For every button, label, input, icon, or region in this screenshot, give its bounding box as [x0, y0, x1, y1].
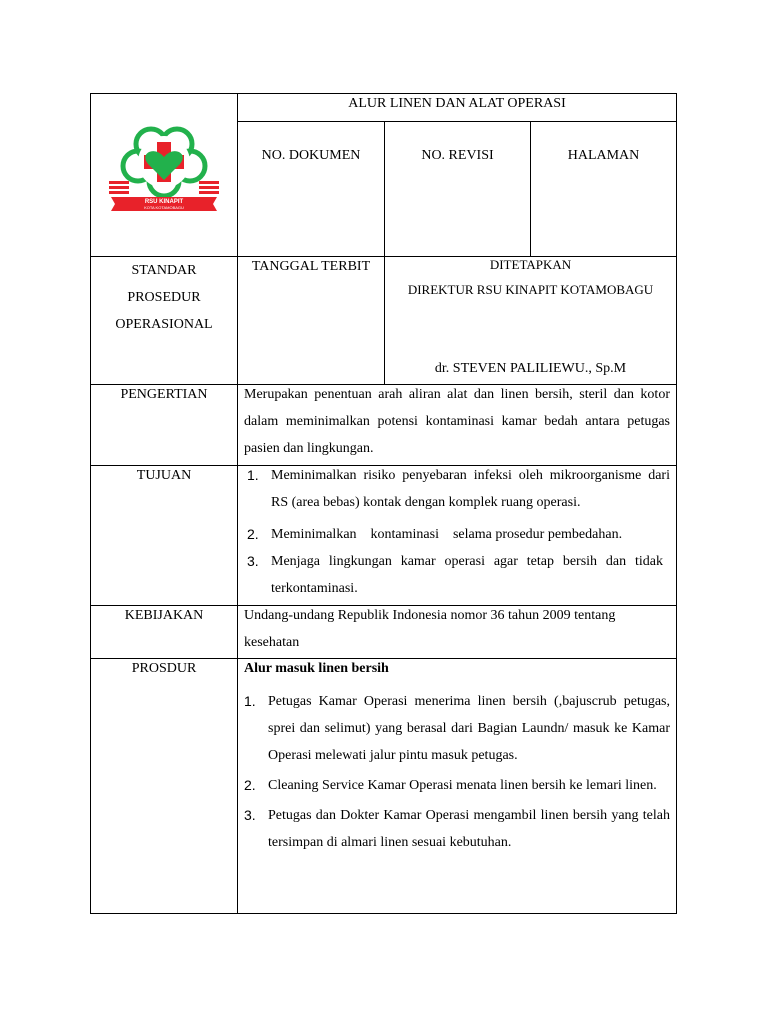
list-number: 2. [247, 526, 259, 542]
logo-text: RSU KINAPIT [144, 199, 184, 205]
sop-document [90, 93, 677, 914]
prosedur-label-cell: PROSDUR [90, 658, 238, 914]
tujuan-list-cell [237, 465, 677, 606]
sop-label-line-1: STANDAR [131, 263, 197, 278]
list-item: 3. Menjaga lingkungan kamar operasi agar tetap bersih dan tidak terkontaminasi. [247, 548, 670, 602]
tujuan-list [244, 462, 670, 602]
pengertian-text-cell [237, 384, 677, 466]
approver-title: DIREKTUR RSU KINAPIT KOTAMOBAGU [407, 282, 654, 297]
logo-cell [90, 93, 238, 257]
prosedur-heading: Alur masuk linen bersih [244, 661, 389, 676]
ditetapkan-cell [384, 256, 677, 385]
list-item: 2. Meminimalkan kontaminasi selama prosedur pembedahan. [247, 521, 670, 548]
kebijakan-label-cell: KEBIJAKAN [90, 605, 238, 659]
sop-label-cell [90, 256, 238, 385]
ditetapkan-heading: DITETAPKAN [489, 257, 572, 272]
list-number: 1. [247, 467, 259, 483]
kebijakan-text-cell [237, 605, 677, 659]
list-number: 3. [244, 807, 256, 823]
kebijakan-text: Undang-undang Republik Indonesia nomor 36 tahun 2009 tentang kesehatan [244, 608, 616, 650]
list-item: 2. Cleaning Service Kamar Operasi menata linen bersih ke lemari linen. [244, 772, 670, 799]
list-item: 1. Meminimalkan risiko penyebaran infeksi oleh mikroorganisme dari RS (area bebas) kontak dengan komplek ruang operasi. [247, 462, 670, 516]
prosedur-list-cell [237, 658, 677, 914]
hospital-logo [91, 94, 237, 256]
sop-label-line-2: PROSEDUR [127, 290, 201, 305]
halaman-cell: HALAMAN [530, 121, 677, 257]
no-dokumen-cell: NO. DOKUMEN [237, 121, 385, 257]
sop-label-line-3: OPERASIONAL [115, 317, 213, 332]
list-item: 1. Petugas Kamar Operasi menerima linen bersih (,bajuscrub petugas, sprei dan selimut) yang berasal dari Bagian Laundn/ masuk ke Kamar Operasi melewati jalur pintu masuk petugas. [244, 688, 670, 769]
document-title: ALUR LINEN DAN ALAT OPERASI [237, 93, 677, 122]
list-item: 3. Petugas dan Dokter Kamar Operasi mengambil linen bersih yang telah tersimpan di almari linen sesuai kebutuhan. [244, 802, 670, 856]
pengertian-text: Merupakan penentuan arah aliran alat dan linen bersih, steril dan kotor dalam meminimalkan potensi kontaminasi kamar bedah antara petugas pasien dan lingkungan. [244, 387, 670, 456]
prosedur-list [244, 688, 670, 856]
signatory-name: dr. STEVEN PALILIEWU., Sp.M [434, 361, 627, 376]
list-number: 2. [244, 777, 256, 793]
no-revisi-cell: NO. REVISI [384, 121, 531, 257]
list-number: 3. [247, 553, 259, 569]
pengertian-label-cell: PENGERTIAN [90, 384, 238, 466]
tanggal-terbit-cell: TANGGAL TERBIT [237, 256, 385, 385]
tujuan-label-cell: TUJUAN [90, 465, 238, 606]
list-number: 1. [244, 693, 256, 709]
logo-subtext: KOTA KOTAMOBAGU [144, 205, 184, 210]
